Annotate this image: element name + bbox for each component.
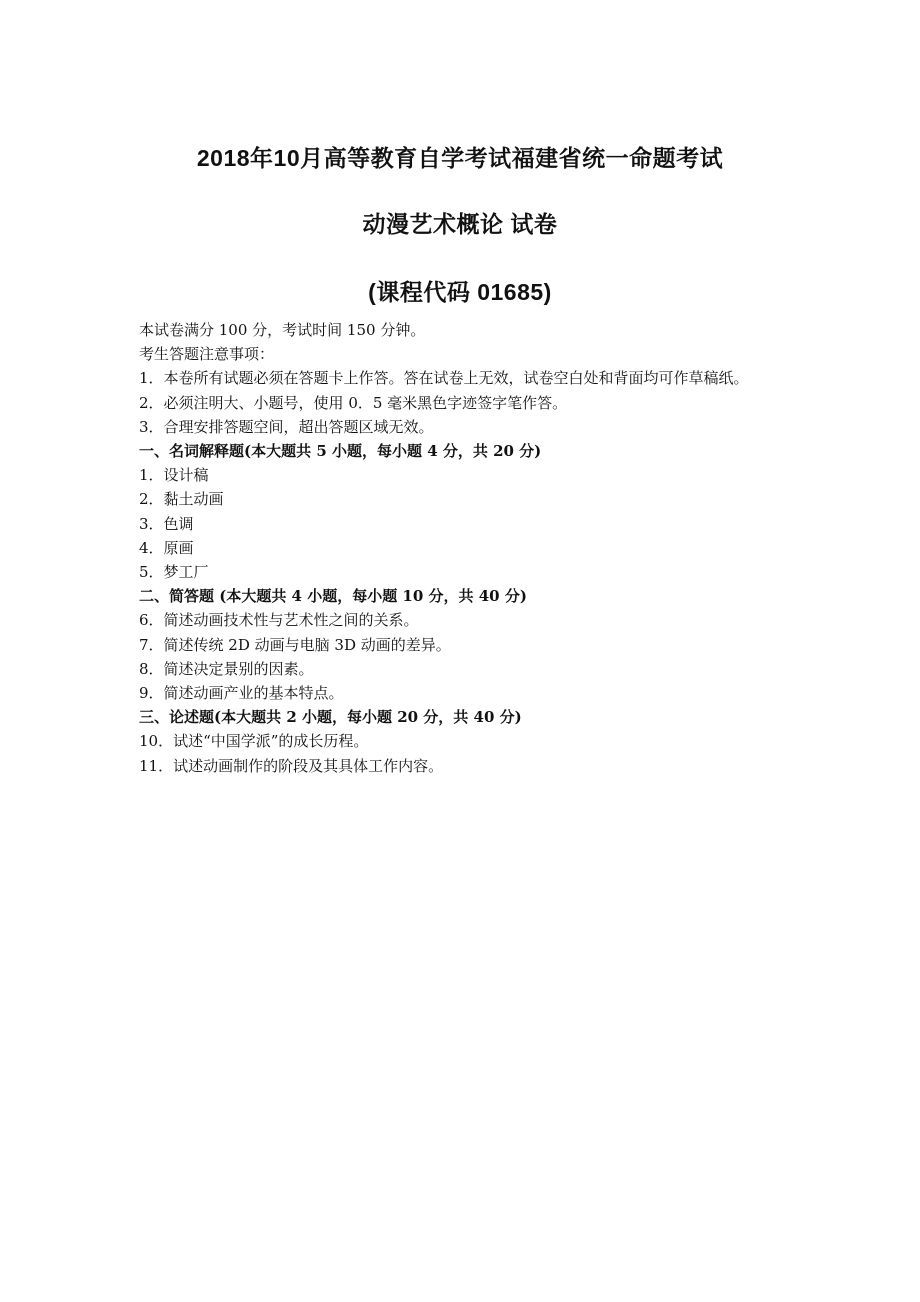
- notes-title: 考生答题注意事项：: [139, 345, 275, 364]
- section-heading: 二、简答题 (本大题共 4 小题，每小题 10 分，共 40 分): [139, 587, 527, 606]
- question-item: 4．原画: [139, 538, 194, 557]
- question-item: 5．梦工厂: [139, 563, 209, 582]
- exam-title: 2018年10月高等教育自学考试福建省统一命题考试: [196, 145, 724, 171]
- question-item: 10．试述“中国学派”的成长历程。: [139, 732, 369, 751]
- question-item: 11．试述动画制作的阶段及其具体工作内容。: [139, 756, 444, 775]
- course-code: (课程代码 01685): [368, 279, 552, 305]
- note-item: 1．本卷所有试题必须在答题卡上作答。答在试卷上无效，试卷空白处和背面均可作草稿纸。: [139, 369, 749, 388]
- question-item: 2．黏土动画: [139, 490, 224, 509]
- score-time-text: 本试卷满分 100 分，考试时间 150 分钟。: [139, 321, 426, 339]
- question-item: 8．简述决定景别的因素。: [139, 659, 314, 678]
- section-heading: 一、名词解释题(本大题共 5 小题，每小题 4 分，共 20 分): [139, 442, 542, 461]
- question-item: 6．简述动画技术性与艺术性之间的关系。: [139, 611, 419, 630]
- section-heading: 三、论述题(本大题共 2 小题，每小题 20 分，共 40 分): [139, 708, 522, 727]
- exam-body: [139, 318, 789, 778]
- course-title: 动漫艺术概论 试卷: [362, 211, 558, 237]
- question-item: 3．色调: [139, 514, 194, 533]
- question-item: 9．简述动画产业的基本特点。: [139, 684, 344, 703]
- question-item: 7．简述传统 2D 动画与电脑 3D 动画的差异。: [139, 635, 451, 654]
- note-item: 2．必须注明大、小题号，使用 0．5 毫米黑色字迹签字笔作答。: [139, 393, 568, 412]
- question-item: 1．设计稿: [139, 466, 209, 485]
- note-item: 3．合理安排答题空间，超出答题区域无效。: [139, 417, 434, 436]
